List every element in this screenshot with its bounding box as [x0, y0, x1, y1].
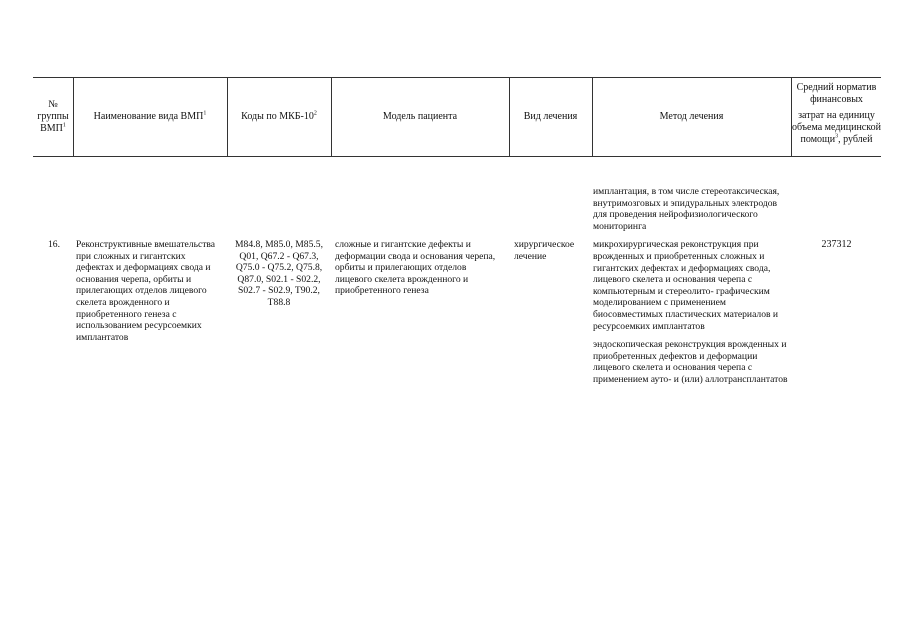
row-group-no: 16.: [48, 239, 60, 250]
row-treatment-methods: [593, 186, 789, 393]
header-icd-codes: Коды по МКБ-$10^2$: [241, 110, 317, 122]
header-treatment-method: Метод лечения: [659, 110, 724, 122]
method-previous-continued: имплантация, в том числе стереотаксическая, внутримозговых и эпидуральных электродов для проведения нейрофизиологического мониторинга: [593, 186, 780, 232]
table-header-bottom-border: [33, 156, 881, 157]
row-vmp-name: Реконструктивные вмешательства при сложных и гигантских дефектах и деформациях свода и основания черепа, орбиты и прилегающих отделов лицевого скелета врожденного и приобретенного генеза с использованием ресурсоемких имплантатов: [76, 239, 216, 343]
row-avg-cost: 237312: [821, 239, 852, 250]
header-group-no: № группы ВМП$^1$: [37, 98, 69, 134]
header-vmp-name: Наименование вида ВМП$^1$: [93, 110, 207, 122]
header-avg-cost-line2: затрат на единицу объема медицинской помощи$^3$, рублей: [792, 110, 881, 145]
header-patient-model: Модель пациента: [382, 110, 458, 122]
row-patient-model: сложные и гигантские дефекты и деформации свода и основания черепа, орбиты и прилегающих отделов лицевого скелета врожденного и приобретенного генеза: [335, 239, 496, 297]
method-item: микрохирургическая реконструкция при врожденных и приобретенных сложных и гигантских дефектах и деформациях свода, лицевого скелета и основания черепа с компьютерным и стереолито- графическим моделированием с применением биосовместимых пластических материалов и ресурсоемких имплантатов: [593, 239, 779, 332]
method-item: эндоскопическая реконструкция врожденных и приобретенных дефектов и деформации лицевого скелета и основания черепа с применением ауто- и (или) аллотрансплантатов: [593, 339, 788, 385]
header-avg-cost: [792, 78, 881, 155]
row-icd-codes: M84.8, M85.0, M85.5, Q01, Q67.2 - Q67.3, Q75.0 - Q75.2, Q75.8, Q87.0, S02.1 - S02.2, S02.7 - S02.9, T90.2, T88.8: [235, 239, 323, 308]
row-treatment-type: хирургическое лечение: [514, 239, 575, 262]
header-avg-cost-line1: Средний норматив финансовых: [796, 82, 877, 105]
header-treatment-type: Вид лечения: [523, 110, 578, 122]
